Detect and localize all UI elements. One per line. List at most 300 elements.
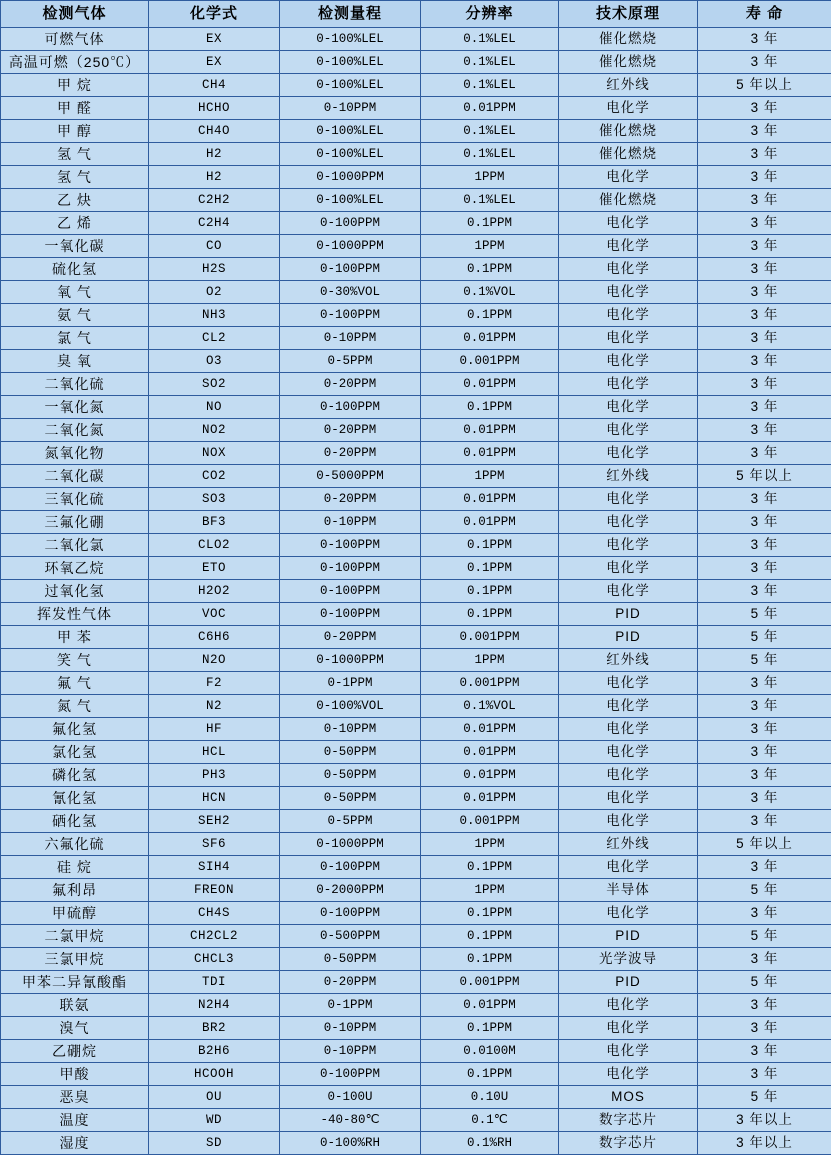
cell-formula: SO2: [149, 373, 280, 396]
cell-formula: NOX: [149, 442, 280, 465]
cell-principle: PID: [559, 925, 698, 948]
cell-lifetime: 3 年: [698, 1063, 831, 1086]
cell-principle: 红外线: [559, 649, 698, 672]
cell-resolution: 0.01PPM: [421, 419, 559, 442]
table-row: [1, 419, 831, 442]
cell-lifetime: 5 年以上: [698, 74, 831, 97]
cell-principle: 电化学: [559, 258, 698, 281]
table-row: [1, 281, 831, 304]
cell-range: 0-1PPM: [280, 994, 421, 1017]
cell-gas: 恶臭: [1, 1086, 149, 1109]
cell-formula: O3: [149, 350, 280, 373]
cell-principle: 电化学: [559, 304, 698, 327]
cell-resolution: 1PPM: [421, 879, 559, 902]
table-row: [1, 488, 831, 511]
cell-principle: 电化学: [559, 695, 698, 718]
cell-resolution: 0.1PPM: [421, 925, 559, 948]
cell-principle: 电化学: [559, 396, 698, 419]
cell-principle: 电化学: [559, 350, 698, 373]
cell-principle: 催化燃烧: [559, 28, 698, 51]
cell-principle: 数字芯片: [559, 1132, 698, 1155]
cell-range: 0-500PPM: [280, 925, 421, 948]
column-header-principle: 技术原理: [559, 1, 698, 28]
cell-resolution: 0.1%LEL: [421, 74, 559, 97]
cell-formula: ETO: [149, 557, 280, 580]
cell-gas: 乙 炔: [1, 189, 149, 212]
cell-lifetime: 3 年: [698, 1017, 831, 1040]
cell-resolution: 0.1PPM: [421, 304, 559, 327]
cell-lifetime: 3 年: [698, 557, 831, 580]
cell-lifetime: 5 年: [698, 603, 831, 626]
cell-range: 0-10PPM: [280, 511, 421, 534]
cell-gas: 过氧化氢: [1, 580, 149, 603]
cell-range: 0-100PPM: [280, 396, 421, 419]
cell-principle: 电化学: [559, 442, 698, 465]
cell-gas: 挥发性气体: [1, 603, 149, 626]
cell-range: 0-50PPM: [280, 787, 421, 810]
table-row: [1, 787, 831, 810]
cell-gas: 氟 气: [1, 672, 149, 695]
cell-formula: H2: [149, 166, 280, 189]
cell-formula: BR2: [149, 1017, 280, 1040]
cell-lifetime: 3 年: [698, 419, 831, 442]
cell-resolution: 0.1%LEL: [421, 28, 559, 51]
table-row: [1, 833, 831, 856]
cell-formula: NH3: [149, 304, 280, 327]
table-row: [1, 373, 831, 396]
cell-principle: 电化学: [559, 1017, 698, 1040]
cell-resolution: 0.1%LEL: [421, 120, 559, 143]
cell-formula: O2: [149, 281, 280, 304]
table-row: [1, 442, 831, 465]
cell-range: 0-100PPM: [280, 258, 421, 281]
cell-gas: 甲 苯: [1, 626, 149, 649]
cell-lifetime: 3 年: [698, 143, 831, 166]
cell-resolution: 0.01PPM: [421, 718, 559, 741]
cell-gas: 氢 气: [1, 166, 149, 189]
cell-resolution: 0.10U: [421, 1086, 559, 1109]
cell-range: 0-100PPM: [280, 212, 421, 235]
cell-principle: 电化学: [559, 741, 698, 764]
table-row: [1, 1063, 831, 1086]
cell-principle: PID: [559, 603, 698, 626]
cell-gas: 二氧化氯: [1, 534, 149, 557]
cell-range: 0-5000PPM: [280, 465, 421, 488]
cell-formula: PH3: [149, 764, 280, 787]
cell-gas: 臭 氧: [1, 350, 149, 373]
table-row: [1, 350, 831, 373]
table-row: [1, 465, 831, 488]
cell-lifetime: 3 年: [698, 695, 831, 718]
cell-formula: B2H6: [149, 1040, 280, 1063]
table-row: [1, 97, 831, 120]
table-row: [1, 810, 831, 833]
cell-resolution: 0.01PPM: [421, 488, 559, 511]
table-row: [1, 718, 831, 741]
cell-formula: NO: [149, 396, 280, 419]
cell-resolution: 0.1PPM: [421, 580, 559, 603]
cell-lifetime: 5 年: [698, 626, 831, 649]
table-row: [1, 672, 831, 695]
cell-principle: PID: [559, 626, 698, 649]
cell-gas: 环氧乙烷: [1, 557, 149, 580]
table-row: [1, 511, 831, 534]
cell-gas: 乙硼烷: [1, 1040, 149, 1063]
cell-range: 0-100%LEL: [280, 120, 421, 143]
cell-lifetime: 3 年: [698, 1040, 831, 1063]
cell-lifetime: 5 年以上: [698, 465, 831, 488]
cell-lifetime: 3 年: [698, 166, 831, 189]
cell-lifetime: 3 年: [698, 120, 831, 143]
cell-formula: F2: [149, 672, 280, 695]
cell-principle: 电化学: [559, 1040, 698, 1063]
cell-formula: TDI: [149, 971, 280, 994]
table-row: [1, 557, 831, 580]
cell-principle: 电化学: [559, 672, 698, 695]
table-row: [1, 1086, 831, 1109]
cell-range: 0-20PPM: [280, 442, 421, 465]
table-row: [1, 396, 831, 419]
cell-lifetime: 3 年: [698, 373, 831, 396]
cell-range: 0-50PPM: [280, 764, 421, 787]
cell-gas: 六氟化硫: [1, 833, 149, 856]
cell-formula: WD: [149, 1109, 280, 1132]
cell-lifetime: 3 年: [698, 28, 831, 51]
cell-lifetime: 3 年: [698, 948, 831, 971]
cell-range: 0-10PPM: [280, 718, 421, 741]
cell-principle: 光学波导: [559, 948, 698, 971]
cell-principle: 红外线: [559, 833, 698, 856]
cell-range: 0-100PPM: [280, 856, 421, 879]
cell-lifetime: 3 年: [698, 327, 831, 350]
cell-resolution: 0.1%VOL: [421, 695, 559, 718]
cell-lifetime: 3 年: [698, 741, 831, 764]
cell-gas: 硒化氢: [1, 810, 149, 833]
cell-resolution: 0.1PPM: [421, 212, 559, 235]
cell-formula: C2H4: [149, 212, 280, 235]
cell-principle: 半导体: [559, 879, 698, 902]
cell-principle: 电化学: [559, 994, 698, 1017]
table-row: [1, 948, 831, 971]
cell-resolution: 0.0100M: [421, 1040, 559, 1063]
cell-resolution: 0.1PPM: [421, 603, 559, 626]
cell-principle: 红外线: [559, 74, 698, 97]
cell-resolution: 0.1PPM: [421, 1063, 559, 1086]
table-row: [1, 856, 831, 879]
cell-lifetime: 5 年: [698, 879, 831, 902]
cell-resolution: 0.1PPM: [421, 856, 559, 879]
table-row: [1, 764, 831, 787]
table-row: [1, 1132, 831, 1155]
cell-formula: CH4S: [149, 902, 280, 925]
cell-range: 0-1000PPM: [280, 649, 421, 672]
cell-resolution: 0.1PPM: [421, 396, 559, 419]
table-row: [1, 649, 831, 672]
cell-formula: H2S: [149, 258, 280, 281]
cell-formula: SIH4: [149, 856, 280, 879]
cell-resolution: 0.1PPM: [421, 1017, 559, 1040]
column-header-gas: 检测气体: [1, 1, 149, 28]
cell-formula: HCHO: [149, 97, 280, 120]
cell-resolution: 0.1PPM: [421, 534, 559, 557]
cell-lifetime: 5 年以上: [698, 833, 831, 856]
cell-range: 0-100%LEL: [280, 189, 421, 212]
cell-resolution: 0.01PPM: [421, 787, 559, 810]
cell-range: 0-20PPM: [280, 488, 421, 511]
cell-lifetime: 3 年: [698, 488, 831, 511]
cell-formula: CL2: [149, 327, 280, 350]
column-header-range: 检测量程: [280, 1, 421, 28]
cell-formula: N2O: [149, 649, 280, 672]
cell-gas: 湿度: [1, 1132, 149, 1155]
cell-gas: 笑 气: [1, 649, 149, 672]
cell-principle: 催化燃烧: [559, 189, 698, 212]
cell-principle: 电化学: [559, 97, 698, 120]
cell-principle: 电化学: [559, 902, 698, 925]
cell-principle: 红外线: [559, 465, 698, 488]
cell-range: 0-2000PPM: [280, 879, 421, 902]
cell-lifetime: 5 年: [698, 1086, 831, 1109]
cell-range: 0-100U: [280, 1086, 421, 1109]
cell-gas: 硅 烷: [1, 856, 149, 879]
cell-formula: CH2CL2: [149, 925, 280, 948]
cell-principle: 电化学: [559, 373, 698, 396]
cell-gas: 硫化氢: [1, 258, 149, 281]
cell-principle: 电化学: [559, 810, 698, 833]
cell-principle: 电化学: [559, 1063, 698, 1086]
cell-resolution: 0.1℃: [421, 1109, 559, 1132]
cell-resolution: 0.001PPM: [421, 350, 559, 373]
cell-lifetime: 5 年: [698, 925, 831, 948]
cell-gas: 联氨: [1, 994, 149, 1017]
cell-lifetime: 3 年: [698, 51, 831, 74]
cell-gas: 甲硫醇: [1, 902, 149, 925]
cell-range: 0-100%RH: [280, 1132, 421, 1155]
cell-range: 0-10PPM: [280, 97, 421, 120]
cell-lifetime: 3 年: [698, 189, 831, 212]
cell-range: 0-1000PPM: [280, 235, 421, 258]
table-row: [1, 166, 831, 189]
cell-resolution: 1PPM: [421, 465, 559, 488]
cell-gas: 氨 气: [1, 304, 149, 327]
cell-gas: 磷化氢: [1, 764, 149, 787]
cell-lifetime: 3 年: [698, 235, 831, 258]
cell-range: 0-100%VOL: [280, 695, 421, 718]
table-row: [1, 212, 831, 235]
cell-lifetime: 3 年: [698, 212, 831, 235]
cell-resolution: 0.1%LEL: [421, 189, 559, 212]
cell-principle: 电化学: [559, 212, 698, 235]
column-header-resolution: 分辨率: [421, 1, 559, 28]
cell-formula: VOC: [149, 603, 280, 626]
cell-lifetime: 3 年: [698, 534, 831, 557]
cell-principle: 电化学: [559, 419, 698, 442]
cell-gas: 一氧化碳: [1, 235, 149, 258]
table-row: [1, 879, 831, 902]
cell-formula: SO3: [149, 488, 280, 511]
cell-lifetime: 3 年: [698, 350, 831, 373]
cell-formula: H2: [149, 143, 280, 166]
cell-lifetime: 5 年: [698, 649, 831, 672]
cell-gas: 甲苯二异氰酸酯: [1, 971, 149, 994]
column-header-formula: 化学式: [149, 1, 280, 28]
cell-lifetime: 3 年: [698, 281, 831, 304]
cell-resolution: 0.01PPM: [421, 97, 559, 120]
cell-range: 0-100%LEL: [280, 28, 421, 51]
cell-principle: 电化学: [559, 166, 698, 189]
cell-formula: SD: [149, 1132, 280, 1155]
cell-principle: 电化学: [559, 557, 698, 580]
cell-formula: HCL: [149, 741, 280, 764]
cell-gas: 甲酸: [1, 1063, 149, 1086]
cell-principle: 催化燃烧: [559, 143, 698, 166]
cell-range: 0-20PPM: [280, 626, 421, 649]
cell-formula: OU: [149, 1086, 280, 1109]
cell-gas: 氮氧化物: [1, 442, 149, 465]
table-row: [1, 925, 831, 948]
cell-principle: 催化燃烧: [559, 51, 698, 74]
cell-principle: PID: [559, 971, 698, 994]
cell-formula: CH4: [149, 74, 280, 97]
cell-lifetime: 3 年以上: [698, 1132, 831, 1155]
table-row: [1, 235, 831, 258]
cell-formula: N2H4: [149, 994, 280, 1017]
cell-range: 0-100PPM: [280, 902, 421, 925]
cell-resolution: 0.1PPM: [421, 258, 559, 281]
cell-gas: 甲 烷: [1, 74, 149, 97]
cell-principle: 电化学: [559, 235, 698, 258]
table-row: [1, 626, 831, 649]
cell-principle: 电化学: [559, 281, 698, 304]
cell-principle: 电化学: [559, 856, 698, 879]
cell-lifetime: 3 年: [698, 856, 831, 879]
cell-range: 0-100%LEL: [280, 74, 421, 97]
cell-range: 0-5PPM: [280, 350, 421, 373]
cell-gas: 氟化氢: [1, 718, 149, 741]
cell-lifetime: 3 年: [698, 810, 831, 833]
cell-principle: 电化学: [559, 488, 698, 511]
cell-resolution: 1PPM: [421, 649, 559, 672]
cell-principle: 数字芯片: [559, 1109, 698, 1132]
table-row: [1, 120, 831, 143]
cell-lifetime: 3 年: [698, 442, 831, 465]
cell-resolution: 0.01PPM: [421, 764, 559, 787]
cell-gas: 氢 气: [1, 143, 149, 166]
cell-lifetime: 3 年: [698, 396, 831, 419]
cell-principle: 催化燃烧: [559, 120, 698, 143]
cell-lifetime: 3 年: [698, 718, 831, 741]
cell-resolution: 1PPM: [421, 166, 559, 189]
cell-gas: 可燃气体: [1, 28, 149, 51]
cell-formula: HCOOH: [149, 1063, 280, 1086]
table-row: [1, 28, 831, 51]
cell-range: 0-100%LEL: [280, 143, 421, 166]
cell-range: 0-100PPM: [280, 557, 421, 580]
cell-range: 0-10PPM: [280, 1040, 421, 1063]
table-row: [1, 902, 831, 925]
cell-lifetime: 3 年: [698, 258, 831, 281]
cell-formula: EX: [149, 28, 280, 51]
cell-range: 0-50PPM: [280, 948, 421, 971]
cell-gas: 氟利昂: [1, 879, 149, 902]
cell-gas: 温度: [1, 1109, 149, 1132]
cell-formula: BF3: [149, 511, 280, 534]
cell-gas: 二氧化氮: [1, 419, 149, 442]
table-row: [1, 1109, 831, 1132]
cell-resolution: 0.1PPM: [421, 557, 559, 580]
cell-lifetime: 3 年: [698, 764, 831, 787]
cell-formula: EX: [149, 51, 280, 74]
cell-principle: 电化学: [559, 327, 698, 350]
cell-gas: 甲 醛: [1, 97, 149, 120]
cell-formula: CO: [149, 235, 280, 258]
cell-resolution: 0.1%LEL: [421, 51, 559, 74]
cell-formula: CHCL3: [149, 948, 280, 971]
cell-formula: SF6: [149, 833, 280, 856]
cell-formula: NO2: [149, 419, 280, 442]
cell-lifetime: 5 年: [698, 971, 831, 994]
cell-gas: 氮 气: [1, 695, 149, 718]
cell-formula: SEH2: [149, 810, 280, 833]
cell-lifetime: 3 年: [698, 902, 831, 925]
cell-principle: 电化学: [559, 787, 698, 810]
cell-resolution: 0.01PPM: [421, 994, 559, 1017]
cell-resolution: 0.1%RH: [421, 1132, 559, 1155]
table-row: [1, 741, 831, 764]
table-row: [1, 695, 831, 718]
table-row: [1, 304, 831, 327]
cell-resolution: 0.01PPM: [421, 373, 559, 396]
cell-gas: 甲 醇: [1, 120, 149, 143]
cell-gas: 氰化氢: [1, 787, 149, 810]
cell-lifetime: 3 年: [698, 580, 831, 603]
cell-range: 0-20PPM: [280, 419, 421, 442]
table-body: [1, 28, 831, 1155]
cell-principle: 电化学: [559, 580, 698, 603]
cell-gas: 氧 气: [1, 281, 149, 304]
cell-lifetime: 3 年: [698, 511, 831, 534]
cell-range: 0-100PPM: [280, 304, 421, 327]
cell-principle: 电化学: [559, 764, 698, 787]
cell-range: 0-30%VOL: [280, 281, 421, 304]
cell-resolution: 0.1%LEL: [421, 143, 559, 166]
column-header-lifetime: 寿 命: [698, 1, 831, 28]
cell-range: 0-100PPM: [280, 603, 421, 626]
cell-resolution: 0.001PPM: [421, 626, 559, 649]
cell-gas: 高温可燃（250℃）: [1, 51, 149, 74]
table-row: [1, 1017, 831, 1040]
cell-lifetime: 3 年: [698, 672, 831, 695]
cell-lifetime: 3 年以上: [698, 1109, 831, 1132]
table-header: [1, 1, 831, 28]
cell-range: 0-100PPM: [280, 580, 421, 603]
cell-formula: FREON: [149, 879, 280, 902]
cell-range: 0-100%LEL: [280, 51, 421, 74]
table-row: [1, 258, 831, 281]
cell-range: 0-1000PPM: [280, 166, 421, 189]
cell-range: 0-100PPM: [280, 534, 421, 557]
cell-resolution: 0.001PPM: [421, 672, 559, 695]
table-row: [1, 971, 831, 994]
cell-gas: 二氯甲烷: [1, 925, 149, 948]
cell-range: -40-80℃: [280, 1109, 421, 1132]
cell-resolution: 0.01PPM: [421, 442, 559, 465]
header-row: [1, 1, 831, 28]
cell-range: 0-50PPM: [280, 741, 421, 764]
cell-range: 0-10PPM: [280, 327, 421, 350]
cell-gas: 氯 气: [1, 327, 149, 350]
cell-principle: MOS: [559, 1086, 698, 1109]
